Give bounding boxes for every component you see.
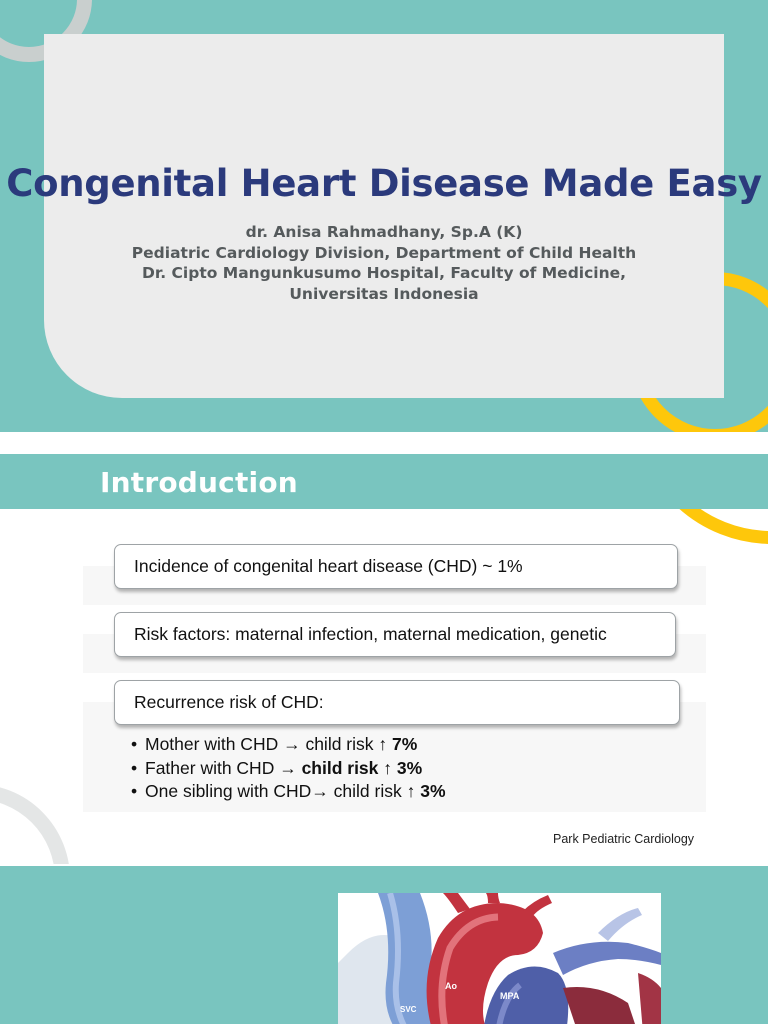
mpa-label: MPA — [500, 991, 520, 1001]
bullet-value: 3% — [420, 781, 446, 801]
slide-title: Introduction — [100, 466, 298, 499]
introduction-slide — [0, 454, 768, 864]
bullet-text: Father with CHD → — [145, 757, 302, 778]
list-item — [131, 757, 446, 781]
author-division: Pediatric Cardiology Division, Department of Child Health — [131, 243, 637, 262]
decorative-ring-gray — [0, 784, 70, 864]
author-name: dr. Anisa Rahmadhany, Sp.A (K) — [245, 223, 523, 241]
slide-header — [0, 454, 768, 509]
incidence-box: Incidence of congenital heart disease (CHD) ~ 1% — [114, 544, 678, 589]
anatomy-slide — [0, 866, 768, 1024]
ao-label: Ao — [445, 981, 457, 991]
recurrence-list — [131, 733, 446, 804]
recurrence-risk-box: Recurrence risk of CHD: — [114, 680, 680, 725]
presentation-title: Congenital Heart Disease Made Easy — [6, 162, 762, 205]
risk-factors-box: Risk factors: maternal infection, maternal medication, genetic — [114, 612, 676, 657]
list-item — [131, 780, 446, 804]
bullet-text: Mother with CHD → child risk ↑ — [145, 734, 392, 754]
bullet-value: child risk ↑ 3% — [301, 757, 423, 778]
bullet-icon: • — [131, 781, 138, 801]
author-block — [0, 222, 768, 304]
bullet-icon: • — [131, 757, 138, 778]
heart-anatomy-illustration — [338, 893, 661, 1024]
bullet-text: One sibling with CHD→ child risk ↑ — [145, 781, 421, 801]
author-university: Universitas Indonesia — [289, 284, 479, 303]
list-item — [131, 733, 446, 757]
reference-citation: Park Pediatric Cardiology — [553, 832, 695, 846]
svc-label: SVC — [400, 1005, 417, 1014]
author-hospital: Dr. Cipto Mangunkusumo Hospital, Faculty of Medicine, — [141, 264, 627, 282]
title-card — [44, 34, 724, 398]
heart-diagram-svg — [338, 893, 661, 1024]
bullet-icon: • — [131, 734, 138, 754]
title-slide — [0, 0, 768, 432]
bullet-value: 7% — [392, 734, 418, 754]
